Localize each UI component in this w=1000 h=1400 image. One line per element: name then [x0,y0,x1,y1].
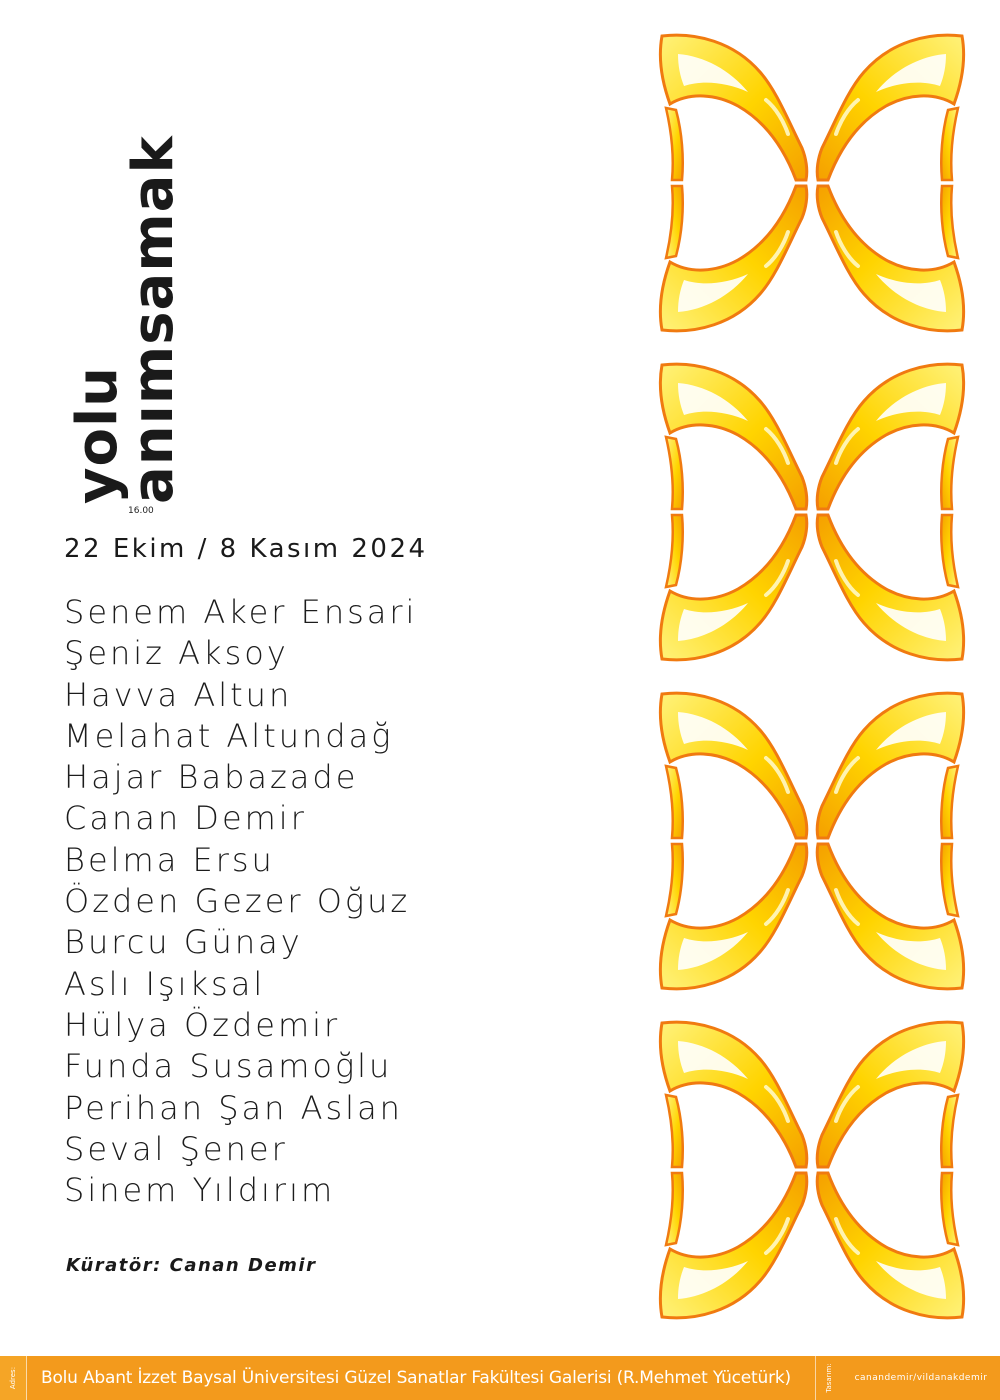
design-label: Tasarım: [825,1363,833,1393]
shoe-motif [817,364,963,509]
shoe-motif [660,515,806,660]
exhibition-dates: 22 Ekim / 8 Kasım 2024 [64,534,428,564]
shoe-motif [817,693,963,838]
design-credit: canandemir/vildanakdemir [854,1373,988,1383]
shoe-motif [817,515,963,660]
gallery-address: Bolu Abant İzzet Baysal Üniversitesi Güzel Sanatlar Fakültesi Galerisi (R.Mehmet Yücetürk) [41,1368,791,1388]
artist-name: Senem Aker Ensari [64,593,418,631]
shoe-motif [660,186,806,331]
footer-bar [0,1356,1000,1400]
artist-name: Özden Gezer Oğuz [64,882,411,921]
shoe-motif [817,844,963,989]
shoe-motif [660,693,806,838]
design-label-box [815,1356,842,1400]
shoe-motif [817,186,963,331]
address-label: Adres: [9,1366,17,1390]
artist-name: Belma Ersu [64,840,275,879]
shoe-motif [660,844,806,989]
artist-name: Burcu Günay [64,923,303,962]
artist-name: Hülya Özdemir [64,1005,341,1044]
opening-time: 16.00 [128,506,154,516]
shoe-motif [660,1022,806,1167]
shoe-motif [660,364,806,509]
artist-name: Funda Susamoğlu [64,1047,393,1086]
artist-name: Canan Demir [64,799,307,838]
artist-name: Seval Şener [64,1129,288,1168]
shoe-motif [817,1022,963,1167]
artist-list [64,592,417,1211]
artist-name: Şeniz Aksoy [64,634,289,673]
artist-name: Havva Altun [64,675,293,714]
artist-name: Sinem Yıldırım [64,1171,336,1210]
shoe-pattern-illustration [656,30,968,1346]
shoe-motif [817,35,963,180]
title-line-1: yolu [65,365,130,504]
artist-name: Perihan Şan Aslan [64,1088,403,1127]
curator-credit: Küratör: Canan Demir [66,1255,317,1276]
shoe-motif [660,35,806,180]
shoe-motif [660,1173,806,1318]
address-label-box [0,1356,27,1400]
artist-name: Melahat Altundağ [64,716,394,755]
artist-name: Hajar Babazade [64,758,359,797]
artist-name: Aslı Işıksal [64,964,266,1003]
shoe-motif [817,1173,963,1318]
title-line-2: anımsamak [121,135,186,504]
exhibition-title [65,112,186,504]
